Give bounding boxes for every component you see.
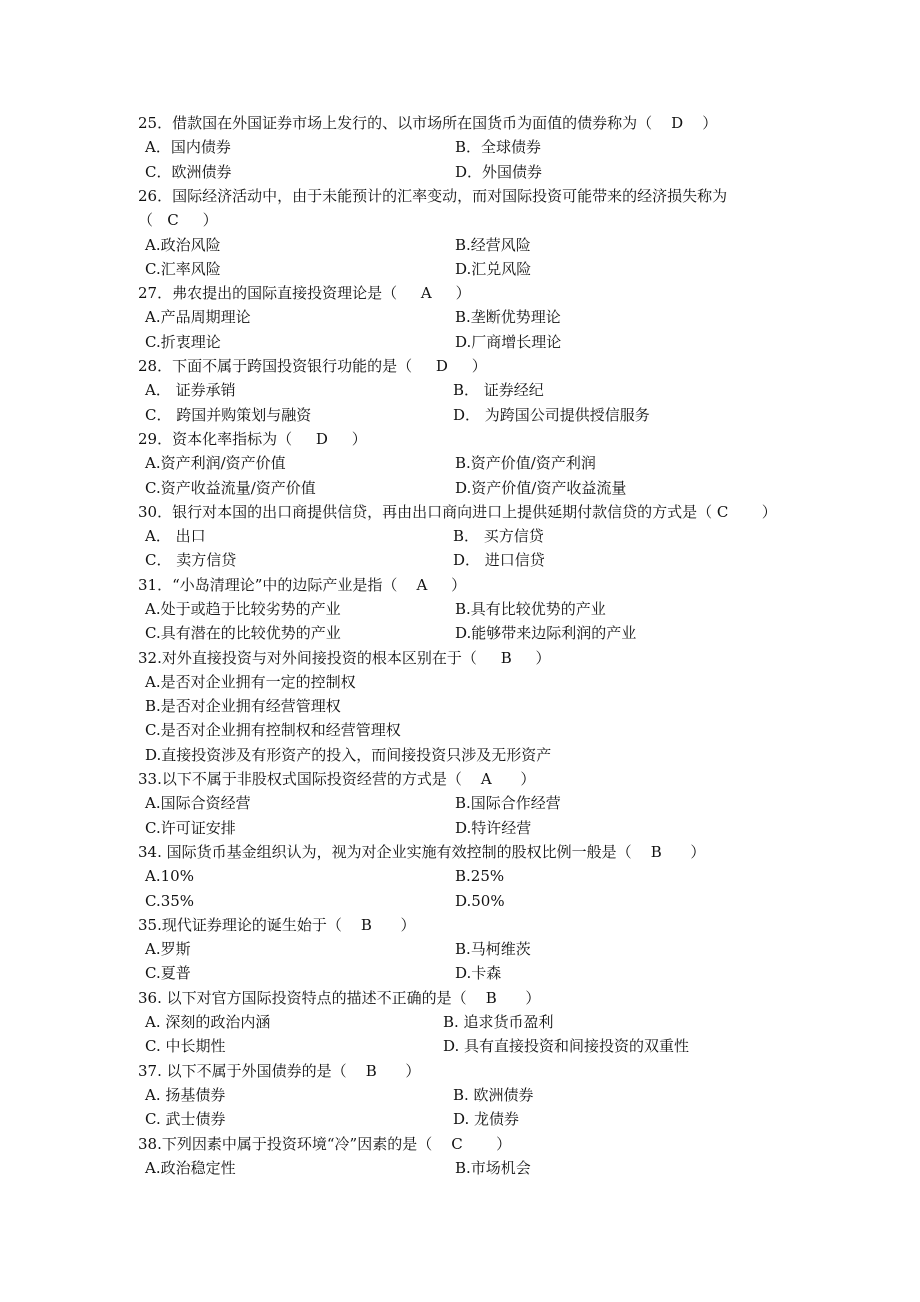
question-26-stem-cont: （ C ） <box>138 211 218 229</box>
question-26-option: C.汇率风险 <box>145 260 221 278</box>
question-27-stem: 27．弗农提出的国际直接投资理论是（ A ） <box>138 284 471 302</box>
question-29-option: A.资产利润/资产价值 <box>145 454 286 472</box>
question-30-stem: 30．银行对本国的出口商提供信贷，再由出口商向进口上提供延期付款信贷的方式是（ C ） <box>138 503 777 521</box>
question-34-option: A.10% <box>145 867 194 885</box>
question-38-option: A.政治稳定性 <box>145 1159 236 1177</box>
question-37-stem: 37. 以下不属于外国债券的是（ B ） <box>138 1062 421 1080</box>
question-31-option: C.具有潜在的比较优势的产业 <box>145 624 341 642</box>
question-34-option: C.35% <box>145 892 195 910</box>
question-32-option: D.直接投资涉及有形资产的投入，而间接投资只涉及无形资产 <box>145 746 552 764</box>
question-37-option: A. 扬基债券 <box>145 1086 226 1104</box>
question-25-option: A．国内债券 <box>145 138 231 156</box>
question-27-option: C.折衷理论 <box>145 333 221 351</box>
question-29-option: B.资产价值/资产利润 <box>455 454 596 472</box>
question-26-option: D.汇兑风险 <box>455 260 532 278</box>
question-28-option: C． 跨国并购策划与融资 <box>145 406 312 424</box>
question-26-stem: 26．国际经济活动中，由于未能预计的汇率变动，而对国际投资可能带来的经济损失称为 <box>138 187 728 205</box>
question-29-stem: 29．资本化率指标为（ D ） <box>138 430 367 448</box>
question-25-stem: 25．借款国在外国证券市场上发行的、以市场所在国货币为面值的债券称为（ D ） <box>138 114 718 132</box>
question-28-option: A． 证券承销 <box>145 381 236 399</box>
question-28-option: D． 为跨国公司提供授信服务 <box>453 406 650 424</box>
question-30-option: D． 进口信贷 <box>453 551 545 569</box>
question-33-option: D.特许经营 <box>455 819 532 837</box>
question-32-option: B.是否对企业拥有经营管理权 <box>145 697 341 715</box>
question-29-option: C.资产收益流量/资产价值 <box>145 479 316 497</box>
question-29-option: D.资产价值/资产收益流量 <box>455 479 627 497</box>
question-33-stem: 33.以下不属于非股权式国际投资经营的方式是（ A ） <box>138 770 536 788</box>
question-27-option: A.产品周期理论 <box>145 308 251 326</box>
question-32-stem: 32.对外直接投资与对外间接投资的根本区别在于（ B ） <box>138 649 551 667</box>
question-35-stem: 35.现代证券理论的诞生始于（ B ） <box>138 916 416 934</box>
question-37-option: C. 武士债券 <box>145 1110 226 1128</box>
question-25-option: B．全球债券 <box>455 138 542 156</box>
question-34-stem: 34. 国际货币基金组织认为，视为对企业实施有效控制的股权比例一般是（ B ） <box>138 843 706 861</box>
question-35-option: B.马柯维茨 <box>455 940 531 958</box>
question-36-option: B. 追求货币盈利 <box>443 1013 554 1031</box>
question-37-option: B. 欧洲债券 <box>453 1086 534 1104</box>
question-33-option: A.国际合资经营 <box>145 794 251 812</box>
question-37-option: D. 龙债券 <box>453 1110 520 1128</box>
question-36-option: A. 深刻的政治内涵 <box>145 1013 271 1031</box>
question-34-option: D.50% <box>455 892 505 910</box>
question-31-option: B.具有比较优势的产业 <box>455 600 606 618</box>
question-26-option: B.经营风险 <box>455 236 531 254</box>
question-27-option: D.厂商增长理论 <box>455 333 562 351</box>
question-25-option: D．外国债券 <box>455 163 543 181</box>
question-35-option: D.卡森 <box>455 964 502 982</box>
question-25-option: C．欧洲债券 <box>145 163 232 181</box>
question-31-option: A.处于或趋于比较劣势的产业 <box>145 600 341 618</box>
question-38-stem: 38.下列因素中属于投资环境“冷”因素的是（ C ） <box>138 1135 512 1153</box>
question-36-stem: 36. 以下对官方国际投资特点的描述不正确的是（ B ） <box>138 989 541 1007</box>
question-36-option: C. 中长期性 <box>145 1037 226 1055</box>
question-35-option: A.罗斯 <box>145 940 191 958</box>
question-33-option: C.许可证安排 <box>145 819 236 837</box>
question-31-option: D.能够带来边际利润的产业 <box>455 624 637 642</box>
question-34-option: B.25% <box>455 867 505 885</box>
question-36-option: D. 具有直接投资和间接投资的双重性 <box>443 1037 690 1055</box>
question-31-stem: 31．“小岛清理论”中的边际产业是指（ A ） <box>138 576 467 594</box>
question-26-option: A.政治风险 <box>145 236 221 254</box>
question-27-option: B.垄断优势理论 <box>455 308 561 326</box>
question-28-option: B． 证券经纪 <box>453 381 544 399</box>
question-28-stem: 28．下面不属于跨国投资银行功能的是（ D ） <box>138 357 487 375</box>
question-30-option: A． 出口 <box>145 527 206 545</box>
question-33-option: B.国际合作经营 <box>455 794 561 812</box>
question-32-option: A.是否对企业拥有一定的控制权 <box>145 673 356 691</box>
question-35-option: C.夏普 <box>145 964 191 982</box>
question-30-option: C． 卖方信贷 <box>145 551 237 569</box>
question-32-option: C.是否对企业拥有控制权和经营管理权 <box>145 721 401 739</box>
question-38-option: B.市场机会 <box>455 1159 531 1177</box>
question-30-option: B． 买方信贷 <box>453 527 544 545</box>
